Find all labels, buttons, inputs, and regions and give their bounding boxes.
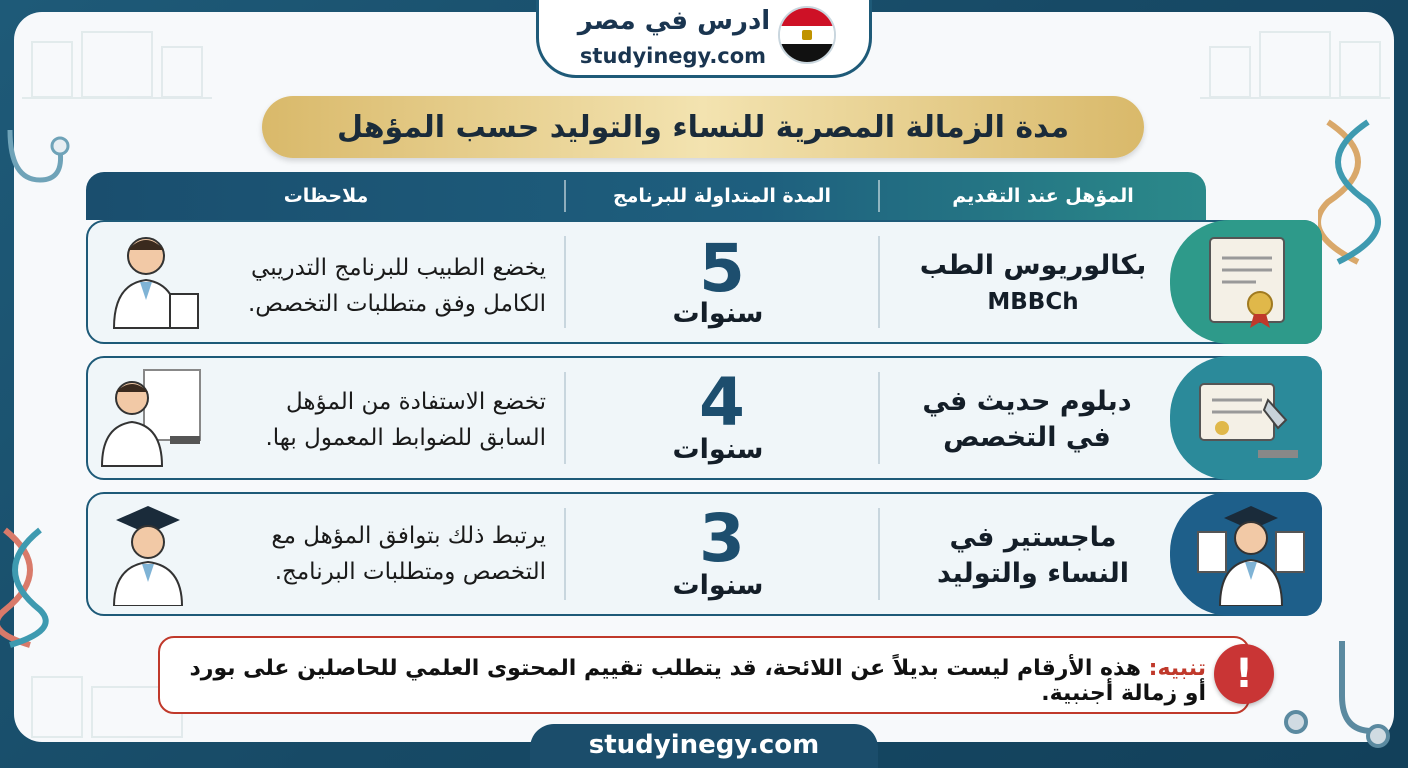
graduate-doctor-icon	[1194, 502, 1308, 606]
duration-unit: سنوات	[672, 434, 764, 465]
row-note	[186, 384, 546, 456]
qualification-line1: ماجستير في	[949, 522, 1117, 553]
note-line1: يرتبط ذلك بتوافق المؤهل مع	[271, 523, 546, 549]
egypt-flag-icon	[778, 6, 836, 64]
brand-name-arabic: ادرس في مصر	[577, 6, 771, 36]
qualification-line2: MBBCh	[987, 289, 1079, 315]
qualification-line1: دبلوم حديث في	[922, 386, 1132, 417]
duration-years: 4	[699, 364, 745, 441]
qualification-line1: بكالوريوس الطب	[919, 250, 1147, 281]
row-note	[186, 250, 546, 322]
duration-unit: سنوات	[672, 570, 764, 601]
column-divider	[564, 372, 566, 464]
dna-icon	[0, 520, 60, 650]
header-duration: المدة المتداولة للبرنامج	[612, 185, 832, 207]
researcher-icon	[96, 366, 206, 468]
warning-label: تنبيه:	[1148, 656, 1206, 681]
page-title: مدة الزمالة المصرية للنساء والتوليد حسب المؤهل	[262, 96, 1144, 158]
qualification-name	[918, 248, 1148, 320]
temple-decoration-icon	[22, 22, 212, 102]
duration-years: 3	[699, 500, 745, 577]
note-line1: تخضع الاستفادة من المؤهل	[286, 389, 546, 415]
note-line1: يخضع الطبيب للبرنامج التدريبي	[251, 255, 546, 281]
header-qualification: المؤهل عند التقديم	[952, 185, 1134, 207]
header-notes: ملاحظات	[283, 185, 369, 207]
qualification-name	[912, 384, 1142, 456]
footer-site[interactable]: studyinegy.com	[588, 730, 820, 760]
duration-years: 5	[699, 230, 745, 307]
dna-icon	[1318, 112, 1398, 272]
qualification-name	[918, 520, 1148, 592]
column-divider	[564, 508, 566, 600]
warning-text	[170, 656, 1206, 706]
column-divider	[564, 236, 566, 328]
note-line2: التخصص ومتطلبات البرنامج.	[274, 559, 546, 585]
stethoscope-icon	[1282, 636, 1402, 756]
certificate-icon	[1196, 232, 1300, 332]
duration-unit: سنوات	[672, 298, 764, 329]
graduate-icon	[100, 502, 200, 606]
doctor-icon	[106, 230, 202, 330]
qualification-line2: النساء والتوليد	[936, 558, 1130, 589]
note-line2: الكامل وفق متطلبات التخصص.	[247, 291, 546, 317]
stethoscope-icon	[0, 120, 70, 210]
column-divider	[878, 236, 880, 328]
diploma-microscope-icon	[1194, 370, 1304, 466]
header-divider	[878, 180, 880, 212]
brand-site[interactable]: studyinegy.com	[579, 44, 767, 68]
temple-decoration-icon	[1200, 22, 1390, 102]
header-divider	[564, 180, 566, 212]
alert-icon: !	[1214, 644, 1274, 704]
column-divider	[878, 508, 880, 600]
column-divider	[878, 372, 880, 464]
warning-body: هذه الأرقام ليست بديلاً عن اللائحة، قد يتطلب تقييم المحتوى العلمي للحاصلين على بورد أو زمالة أجنبية.	[189, 656, 1206, 706]
row-note	[186, 518, 546, 590]
qualification-line2: في التخصص	[943, 422, 1111, 453]
note-line2: السابق للضوابط المعمول بها.	[265, 425, 546, 451]
